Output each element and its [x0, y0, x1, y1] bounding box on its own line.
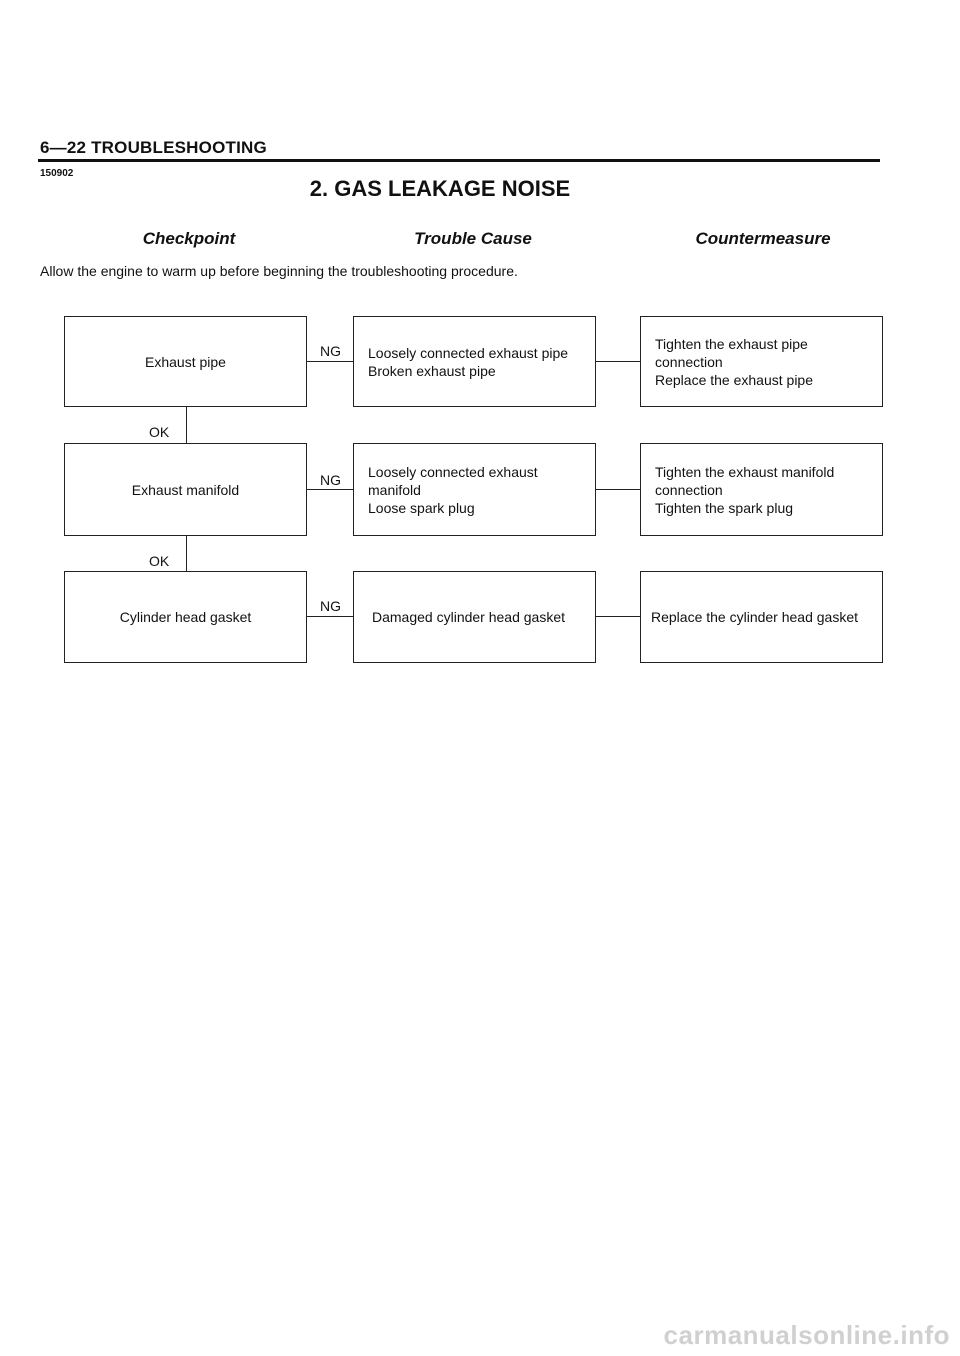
cause-line: Loosely connected exhaust pipe — [368, 344, 569, 361]
cause-connector — [596, 616, 641, 617]
countermeasure-line: connection — [655, 353, 723, 370]
ng-label: NG — [320, 472, 341, 488]
cause-box-exhaust-pipe — [353, 316, 596, 407]
reference-code: 150902 — [40, 168, 74, 179]
cause-connector — [596, 489, 641, 490]
ng-connector — [307, 489, 354, 490]
column-heading-checkpoint: Checkpoint — [142, 229, 236, 248]
cause-line: Damaged cylinder head gasket — [372, 609, 566, 625]
checkpoint-box-exhaust-manifold — [64, 443, 307, 536]
ng-label: NG — [320, 343, 341, 359]
watermark: carmanualsonline.info — [663, 1320, 950, 1350]
ok-label: OK — [149, 424, 170, 440]
countermeasure-box-cylinder-head-gasket — [640, 571, 883, 663]
countermeasure-line: Tighten the exhaust manifold — [655, 463, 835, 480]
ok-connector — [186, 536, 187, 572]
ng-connector — [307, 616, 354, 617]
checkpoint-box-cylinder-head-gasket — [64, 571, 307, 663]
cause-line: Broken exhaust pipe — [368, 362, 496, 379]
countermeasure-box-exhaust-manifold — [640, 443, 883, 536]
cause-box-exhaust-manifold — [353, 443, 596, 536]
countermeasure-line: connection — [655, 481, 723, 498]
ng-connector — [307, 361, 354, 362]
column-heading-countermeasure: Countermeasure — [695, 229, 831, 248]
intro-text: Allow the engine to warm up before beginning the troubleshooting procedure. — [40, 263, 518, 279]
cause-line: Loose spark plug — [368, 499, 475, 516]
countermeasure-line: Tighten the spark plug — [655, 499, 794, 516]
countermeasure-line: Replace the cylinder head gasket — [651, 609, 859, 625]
checkpoint-label: Exhaust manifold — [131, 481, 240, 498]
cause-line: Loosely connected exhaust — [368, 463, 538, 480]
countermeasure-line: Replace the exhaust pipe — [655, 371, 813, 388]
cause-connector — [596, 361, 641, 362]
ng-label: NG — [320, 598, 341, 614]
column-heading-trouble-cause: Trouble Cause — [414, 229, 532, 248]
cause-line: manifold — [368, 481, 421, 498]
ok-connector — [186, 407, 187, 444]
checkpoint-label: Exhaust pipe — [145, 353, 226, 370]
countermeasure-box-exhaust-pipe — [640, 316, 883, 407]
checkpoint-box-exhaust-pipe — [64, 316, 307, 407]
section-title: 2. GAS LEAKAGE NOISE — [309, 176, 571, 201]
checkpoint-label: Cylinder head gasket — [119, 609, 252, 625]
ok-label: OK — [149, 553, 170, 569]
header-rule — [38, 159, 880, 162]
page-header-title: 6—22 TROUBLESHOOTING — [40, 138, 267, 157]
cause-box-cylinder-head-gasket — [353, 571, 596, 663]
countermeasure-line: Tighten the exhaust pipe — [655, 335, 808, 352]
